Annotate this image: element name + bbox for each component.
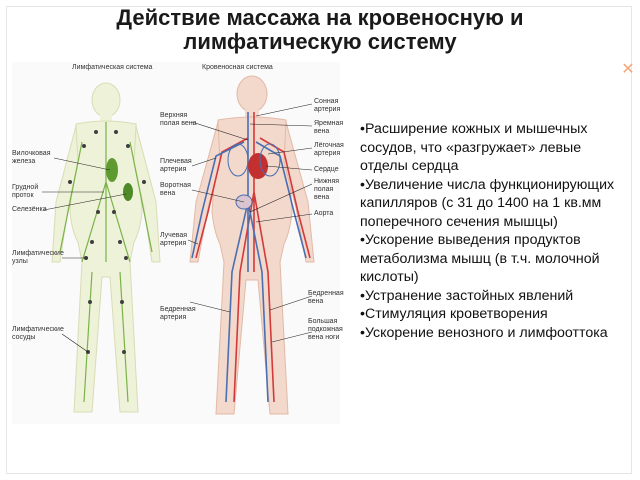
label-thymus: Вилочковая железа (12, 150, 51, 165)
bullet-item: • Ускорение выведения продуктов метаболизма мышц (в т.ч. молочной кислоты) (360, 231, 632, 287)
label-spleen: Селезёнка (12, 206, 47, 213)
label-inferior-vena-cava: Нижняя полая вена (314, 178, 340, 201)
label-great-saphenous-vein: Большая подкожная вена ноги (308, 318, 343, 341)
lymph-heading: Лимфатическая система (72, 64, 153, 71)
bullet-item: • Ускорение венозного и лимфооттока (360, 324, 632, 343)
label-brachial-artery: Плечевая артерия (160, 158, 192, 173)
effects-list (360, 120, 632, 342)
label-portal-vein: Воротная вена (160, 182, 191, 197)
label-lymph-vessels: Лимфатические сосуды (12, 326, 64, 341)
title-line-1: Действие массажа на кровеносную и (116, 5, 524, 30)
label-superior-vena-cava: Верхняя полая вена (160, 112, 197, 127)
label-lymph-nodes: Лимфатические узлы (12, 250, 64, 265)
label-heart: Сердце (314, 166, 339, 173)
title-line-2: лимфатическую систему (183, 29, 457, 54)
label-aorta: Аорта (314, 210, 334, 217)
label-femoral-artery: Бедренная артерия (160, 306, 196, 321)
bullet-item: • Стимуляция кроветворения (360, 305, 632, 324)
bullet-item: • Устранение застойных явлений (360, 287, 632, 306)
bullet-item: • Расширение кожных и мышечных сосудов, что «разгружает» левые отделы сердца (360, 120, 632, 176)
cross-icon: ✕ (621, 61, 635, 78)
label-radial-artery: Лучевая артерия (160, 232, 188, 247)
lymph-body (52, 83, 160, 412)
label-femoral-vein: Бедренная вена (308, 290, 344, 305)
label-pulmonary-artery: Лёгочная артерия (314, 142, 344, 157)
label-thoracic-duct: Грудной проток (12, 184, 39, 199)
label-jugular-vein: Яремная вена (314, 120, 344, 135)
bullet-item: • Увеличение числа функционирующих капилляров (с 31 до 1400 на 1 кв.мм поперечного сечения мышцы) (360, 176, 632, 232)
label-carotid-artery: Сонная артерия (314, 98, 341, 113)
blood-heading: Кровеносная система (202, 64, 273, 71)
blood-body (190, 76, 314, 414)
anatomy-figure (12, 62, 344, 424)
slide-title (20, 6, 620, 54)
